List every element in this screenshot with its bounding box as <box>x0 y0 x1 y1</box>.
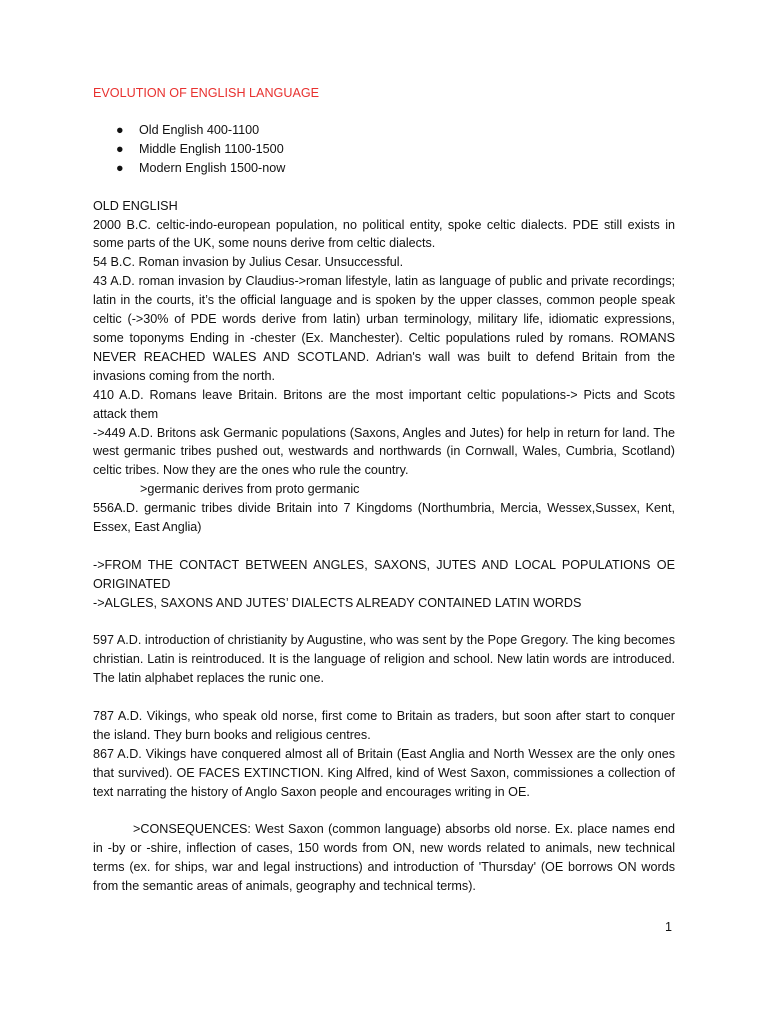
paragraph: ->FROM THE CONTACT BETWEEN ANGLES, SAXONS, JUTES AND LOCAL POPULATIONS OE ORIGINATED <box>93 557 675 591</box>
paragraph: 43 A.D. roman invasion by Claudius->roman lifestyle, latin as language of public and private recordings; latin in the courts, it’s the official language and is spoken by the upper classes, common people speak celtic (->30% of PDE words derive from latin) urban terminology, military life, idiomatic expressions, some toponyms Ending in -chester (Ex. Manchester). Celtic populations ruled by romans. ROMANS NEVER REACHED WALES AND SCOTLAND. Adrian's wall was built to defend Britain from the invasions coming from the north. <box>93 274 675 383</box>
list-item: ● Middle English 1100-1500 <box>93 140 675 159</box>
spacer <box>93 613 675 632</box>
bullet-icon: ● <box>116 160 124 175</box>
document-title: EVOLUTION OF ENGLISH LANGUAGE <box>93 86 320 100</box>
period-list <box>93 121 675 178</box>
section-heading: OLD ENGLISH <box>93 198 178 213</box>
paragraph: ->ALGLES, SAXONS AND JUTES’ DIALECTS ALREADY CONTAINED LATIN WORDS <box>93 595 582 610</box>
paragraph: 410 A.D. Romans leave Britain. Britons are the most important celtic populations-> Picts and Scots attack them <box>93 387 675 421</box>
document-page <box>93 84 675 896</box>
spacer <box>93 688 675 707</box>
paragraph: >germanic derives from proto germanic <box>140 482 360 497</box>
paragraph: >CONSEQUENCES: West Saxon (common language) absorbs old norse. Ex. place names end in -by or -shire, inflection of cases, 150 words from ON, new words related to animals, new technical terms (ex. for ships, war and legal instructions) and introduction of 'Thursday' (OE borrows ON words from the semantic areas of animals, geography and technical terms). <box>93 822 675 894</box>
spacer <box>93 802 675 821</box>
paragraph: ->449 A.D. Britons ask Germanic populations (Saxons, Angles and Jutes) for help in return for land. The west germanic tribes pushed out, westwards and northwards (in Cornwall, Wales, Cumbria, Scotland) celtic tribes. Now they are the ones who rule the country. <box>93 425 675 478</box>
paragraph: 787 A.D. Vikings, who speak old norse, first come to Britain as traders, but soon after start to conquer the island. They burn books and religious centres. <box>93 709 675 742</box>
bullet-icon: ● <box>116 141 124 156</box>
paragraph: 597 A.D. introduction of christianity by Augustine, who was sent by the Pope Gregory. The king becomes christian. Latin is reintroduced. It is the language of religion and school. New latin words are introduced. The latin alphabet replaces the runic one. <box>93 633 675 686</box>
paragraph: 867 A.D. Vikings have conquered almost all of Britain (East Anglia and North Wessex are the only ones that survived). OE FACES EXTINCTION. King Alfred, kind of West Saxon, commissiones a collection of text narrating the history of Anglo Saxon people and encourages writing in OE. <box>93 746 675 799</box>
paragraph: 2000 B.C. celtic-indo-european population, no political entity, spoke celtic dialects. PDE still exists in some parts of the UK, some nouns derive from celtic dialects. <box>93 217 675 251</box>
page-number: 1 <box>665 920 673 934</box>
paragraph: 54 B.C. Roman invasion by Julius Cesar. Unsuccessful. <box>93 255 404 270</box>
list-item: ● Modern English 1500-now <box>93 159 675 178</box>
paragraph: 556A.D. germanic tribes divide Britain into 7 Kingdoms (Northumbria, Mercia, Wessex,Sussex, Kent, Essex, East Anglia) <box>93 501 675 535</box>
spacer <box>93 537 675 556</box>
bullet-icon: ● <box>116 122 124 137</box>
list-item: ● Old English 400-1100 <box>93 121 675 140</box>
